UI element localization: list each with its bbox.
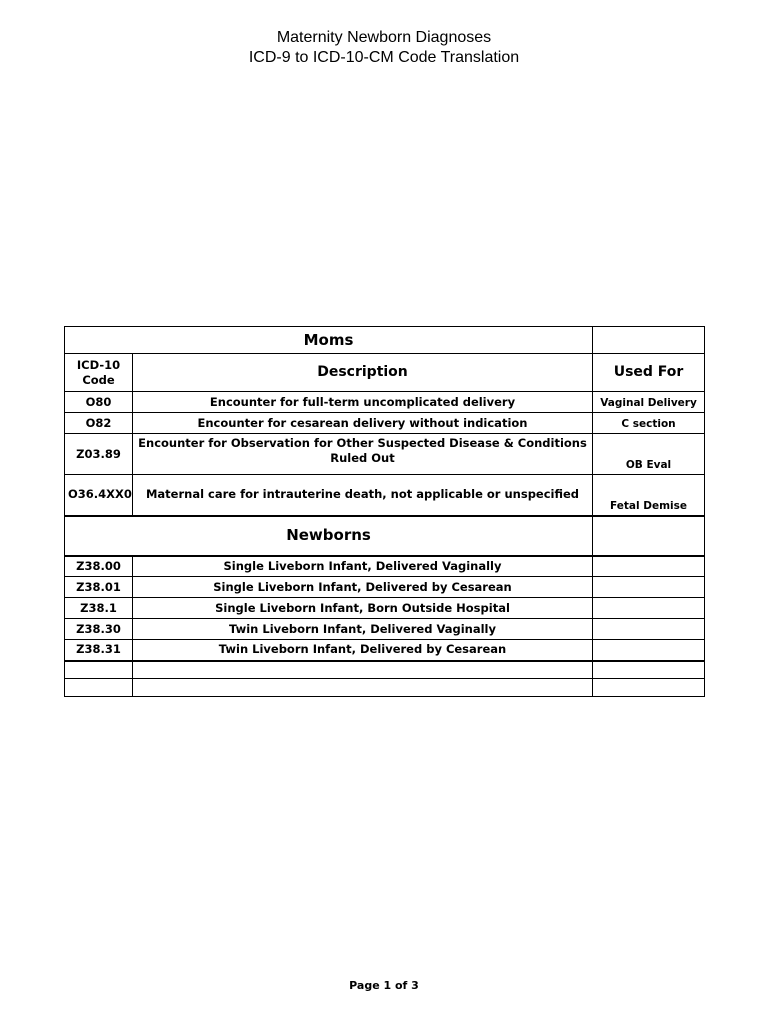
code-cell: O36.4XX0 [65,475,133,516]
empty-cell [593,679,705,697]
empty-row [65,679,705,697]
table-row [65,475,705,516]
empty-cell [133,679,593,697]
table-row [65,598,705,619]
used-for-cell [593,577,705,598]
used-for-cell: Vaginal Delivery [593,392,705,413]
empty-row [65,661,705,679]
code-cell: Z38.30 [65,619,133,640]
used-for-cell: C section [593,413,705,434]
code-cell: O82 [65,413,133,434]
description-cell: Encounter for Observation for Other Suspected Disease & Conditions Ruled Out [133,434,593,475]
empty-cell [133,661,593,679]
description-cell: Single Liveborn Infant, Born Outside Hospital [133,598,593,619]
description-cell: Twin Liveborn Infant, Delivered Vaginally [133,619,593,640]
used-for-cell: Fetal Demise [593,475,705,516]
table-row [65,556,705,577]
column-header-used-for: Used For [593,354,705,392]
document-title: Maternity Newborn Diagnoses [276,29,492,46]
diagnosis-code-table [64,326,705,697]
moms-section-row [65,327,705,354]
empty-cell [593,661,705,679]
code-cell: Z38.01 [65,577,133,598]
used-for-cell [593,640,705,661]
table-row [65,577,705,598]
description-cell: Maternal care for intrauterine death, not applicable or unspecified [133,475,593,516]
empty-cell [593,516,705,556]
code-cell: O80 [65,392,133,413]
column-header-description: Description [133,354,593,392]
empty-cell [65,679,133,697]
table-row [65,413,705,434]
table-row [65,640,705,661]
description-cell: Encounter for cesarean delivery without indication [133,413,593,434]
column-header-code: ICD-10 Code [65,354,133,392]
document-subtitle: ICD-9 to ICD-10-CM Code Translation [248,49,520,66]
description-cell: Encounter for full-term uncomplicated delivery [133,392,593,413]
column-header-row [65,354,705,392]
description-cell: Twin Liveborn Infant, Delivered by Cesarean [133,640,593,661]
table-row [65,392,705,413]
moms-section-label: Moms [65,327,593,354]
code-cell: Z38.00 [65,556,133,577]
code-cell: Z38.31 [65,640,133,661]
empty-cell [593,327,705,354]
description-cell: Single Liveborn Infant, Delivered Vaginally [133,556,593,577]
code-cell: Z38.1 [65,598,133,619]
table-row [65,434,705,475]
used-for-cell [593,598,705,619]
description-cell: Single Liveborn Infant, Delivered by Cesarean [133,577,593,598]
empty-cell [65,661,133,679]
used-for-cell: OB Eval [593,434,705,475]
table-row [65,619,705,640]
page-number: Page 1 of 3 [349,979,419,992]
newborns-section-label: Newborns [65,516,593,556]
newborns-section-row [65,516,705,556]
used-for-cell [593,619,705,640]
code-cell: Z03.89 [65,434,133,475]
used-for-cell [593,556,705,577]
